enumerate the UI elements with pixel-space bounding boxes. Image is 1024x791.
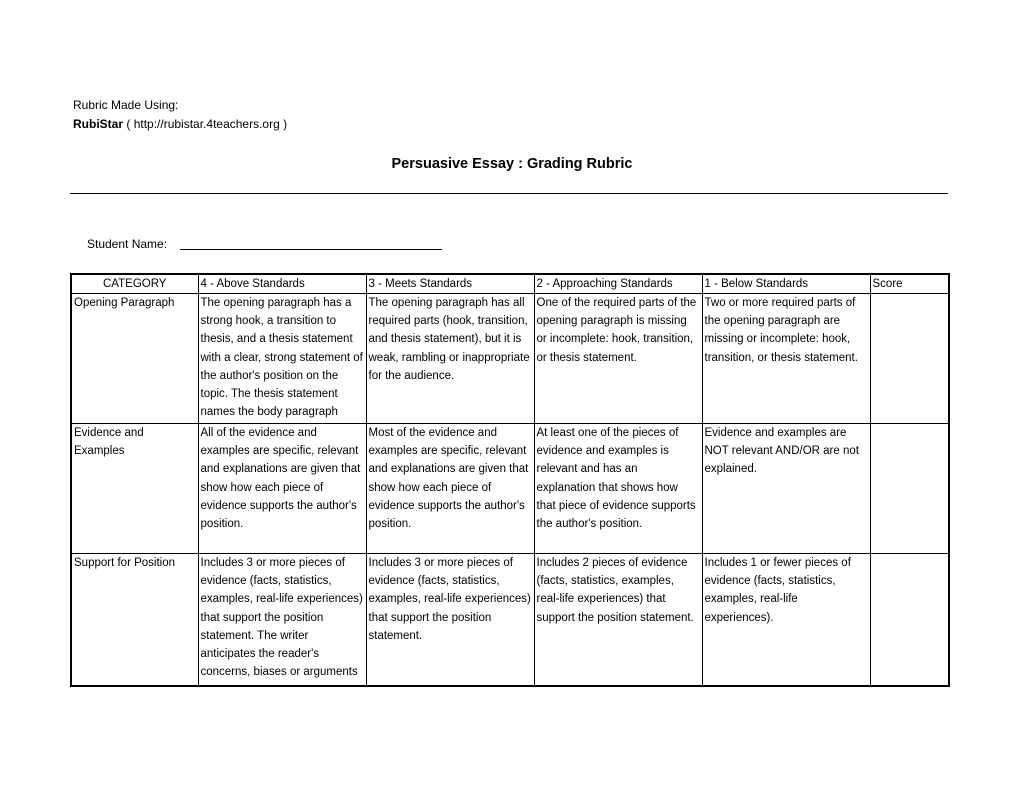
column-header-score: Score xyxy=(870,274,949,294)
score-cell[interactable] xyxy=(870,554,949,687)
criteria-cell: One of the required parts of the opening paragraph is missing or incomplete: hook, transition, or thesis statement. xyxy=(534,294,702,424)
criteria-cell: Includes 1 or fewer pieces of evidence (facts, statistics, examples, real-life experiences). xyxy=(702,554,870,687)
criteria-cell: Evidence and examples are NOT relevant AND/OR are not explained. xyxy=(702,424,870,554)
column-header-above: 4 - Above Standards xyxy=(198,274,366,294)
criteria-cell: Includes 2 pieces of evidence (facts, statistics, examples, real-life experiences) that support the position statement. xyxy=(534,554,702,687)
tool-credit xyxy=(73,117,287,131)
student-name-blank[interactable] xyxy=(180,249,442,250)
criteria-cell: Includes 3 or more pieces of evidence (facts, statistics, examples, real-life experiences) that support the position statement. The writer anticipates the reader's concerns, biases or arguments xyxy=(198,554,366,687)
document-title: Persuasive Essay : Grading Rubric xyxy=(391,156,633,172)
tool-url: ( http://rubistar.4teachers.org ) xyxy=(126,117,288,131)
category-cell: Opening Paragraph xyxy=(71,294,198,424)
student-name-label: Student Name: xyxy=(87,237,168,251)
column-header-below: 1 - Below Standards xyxy=(702,274,870,294)
table-header-row xyxy=(71,274,949,294)
criteria-cell: At least one of the pieces of evidence and examples is relevant and has an explanation that shows how that piece of evidence supports the author's position. xyxy=(534,424,702,554)
score-cell[interactable] xyxy=(870,294,949,424)
criteria-cell: Includes 3 or more pieces of evidence (facts, statistics, examples, real-life experiences) that support the position statement. xyxy=(366,554,534,687)
category-cell: Evidence and Examples xyxy=(71,424,198,554)
tool-name: RubiStar xyxy=(73,117,124,131)
criteria-cell: The opening paragraph has all required parts (hook, transition, and thesis statement), but it is weak, rambling or inappropriate for the audience. xyxy=(366,294,534,424)
table-row xyxy=(71,554,949,687)
score-cell[interactable] xyxy=(870,424,949,554)
criteria-cell: Two or more required parts of the opening paragraph are missing or incomplete: hook, transition, or thesis statement. xyxy=(702,294,870,424)
made-using-label: Rubric Made Using: xyxy=(73,98,179,112)
table-row xyxy=(71,294,949,424)
criteria-cell: The opening paragraph has a strong hook, a transition to thesis, and a thesis statement with a clear, strong statement of the author's position on the topic. The thesis statement names the body paragraph xyxy=(198,294,366,424)
rubric-table xyxy=(70,273,950,687)
criteria-cell: All of the evidence and examples are specific, relevant and explanations are given that show how each piece of evidence supports the author's position. xyxy=(198,424,366,554)
table-row xyxy=(71,424,949,554)
column-header-approaching: 2 - Approaching Standards xyxy=(534,274,702,294)
column-header-meets: 3 - Meets Standards xyxy=(366,274,534,294)
title-divider xyxy=(70,193,948,194)
criteria-cell: Most of the evidence and examples are specific, relevant and explanations are given that show how each piece of evidence supports the author's position. xyxy=(366,424,534,554)
column-header-category: CATEGORY xyxy=(71,274,198,294)
category-cell: Support for Position xyxy=(71,554,198,687)
